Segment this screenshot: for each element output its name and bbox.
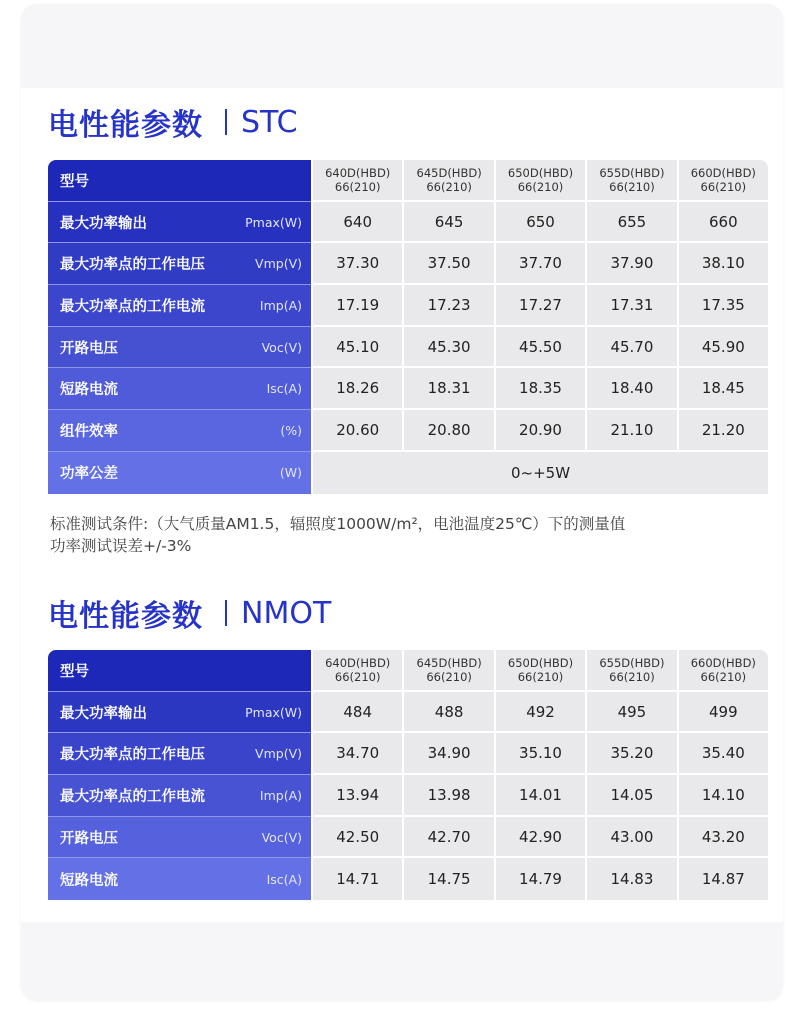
tolerance-label-cell [48, 452, 311, 494]
spec-value: 18.26 [313, 368, 402, 410]
spec-label-cell [48, 858, 311, 900]
model-name-line: 640D(HBD) [325, 655, 391, 670]
spec-value: 18.40 [587, 368, 676, 410]
spec-value: 35.20 [587, 733, 676, 775]
model-cell-size-line: 66(210) [700, 669, 747, 684]
spec-unit: Voc(V) [261, 339, 302, 355]
model-name-line: 655D(HBD) [599, 165, 665, 180]
spec-name: 最大功率点的工作电压 [60, 257, 205, 274]
spec-value: 37.30 [313, 243, 402, 285]
spec-value: 45.50 [496, 327, 585, 369]
model-cell-size-line: 66(210) [517, 179, 564, 194]
spec-value: 45.70 [587, 327, 676, 369]
spec-value: 18.45 [679, 368, 768, 410]
spec-value: 34.70 [313, 733, 402, 775]
spec-label-cell [48, 327, 311, 369]
spec-value: 42.50 [313, 817, 402, 859]
spec-row [48, 692, 768, 734]
tolerance-value: 0~+5W [313, 452, 768, 494]
spec-unit: Pmax(W) [245, 704, 302, 720]
spec-name: 最大功率点的工作电流 [60, 298, 205, 315]
spec-value: 640 [313, 202, 402, 244]
model-name-line: 660D(HBD) [690, 655, 756, 670]
model-cell [679, 160, 768, 202]
spec-value: 42.90 [496, 817, 585, 859]
spec-value: 17.19 [313, 285, 402, 327]
spec-value: 499 [679, 692, 768, 734]
model-label: 型号 [60, 173, 89, 190]
spec-unit: Isc(A) [266, 381, 302, 397]
spec-value: 21.20 [679, 410, 768, 452]
spec-label-cell [48, 775, 311, 817]
spec-value: 14.71 [313, 858, 402, 900]
spec-label-cell [48, 410, 311, 452]
model-name-line: 660D(HBD) [690, 165, 756, 180]
spec-label-cell [48, 243, 311, 285]
spec-value: 650 [496, 202, 585, 244]
spec-value: 17.27 [496, 285, 585, 327]
stc-heading [48, 102, 298, 142]
spec-row [48, 285, 768, 327]
spec-value: 42.70 [404, 817, 493, 859]
spec-name: 最大功率输出 [60, 705, 147, 722]
spec-label-cell [48, 733, 311, 775]
model-label: 型号 [60, 663, 89, 680]
tolerance-row [48, 452, 768, 494]
spec-value: 492 [496, 692, 585, 734]
spec-value: 14.10 [679, 775, 768, 817]
spec-unit: Vmp(V) [255, 256, 302, 272]
spec-unit: Imp(A) [259, 297, 302, 313]
spec-unit: Imp(A) [259, 787, 302, 803]
card-header-band [21, 4, 783, 88]
test-conditions-line: 标准测试条件:（大气质量AM1.5，辐照度1000W/m²，电池温度25℃）下的测量值 [50, 515, 626, 533]
spec-value: 14.01 [496, 775, 585, 817]
spec-value: 20.60 [313, 410, 402, 452]
test-conditions-note [50, 513, 625, 557]
stc-title: 电性能参数 [48, 108, 203, 143]
model-name-line: 650D(HBD) [507, 655, 574, 670]
spec-value: 14.05 [587, 775, 676, 817]
spec-label-cell [48, 692, 311, 734]
spec-name: 最大功率点的工作电压 [60, 747, 205, 764]
spec-value: 37.50 [404, 243, 493, 285]
spec-value: 14.75 [404, 858, 493, 900]
spec-label-cell [48, 202, 311, 244]
model-label-cell [48, 650, 311, 692]
spec-value: 13.98 [404, 775, 493, 817]
spec-unit: Pmax(W) [245, 214, 302, 230]
measurement-error-line: 功率测试误差+/-3% [50, 537, 192, 555]
spec-unit: Vmp(V) [255, 746, 302, 762]
model-cell-size-line: 66(210) [609, 179, 655, 194]
spec-value: 660 [679, 202, 768, 244]
spec-value: 13.94 [313, 775, 402, 817]
model-name-line: 650D(HBD) [507, 165, 574, 180]
model-name-line: 640D(HBD) [325, 165, 391, 180]
model-cell [679, 650, 768, 692]
spec-name: 组件效率 [60, 423, 118, 440]
model-cell-size-line: 66(210) [609, 669, 655, 684]
model-name-line: 645D(HBD) [416, 655, 482, 670]
model-cell-size-line: 66(210) [426, 179, 472, 194]
spec-value: 18.31 [404, 368, 493, 410]
spec-value: 43.00 [587, 817, 676, 859]
model-name-line: 645D(HBD) [416, 165, 482, 180]
spec-value: 17.23 [404, 285, 493, 327]
spec-value: 495 [587, 692, 676, 734]
spec-value: 37.90 [587, 243, 676, 285]
spec-value: 34.90 [404, 733, 493, 775]
model-cell-size-line: 66(210) [334, 669, 381, 684]
spec-value: 484 [313, 692, 402, 734]
spec-name: 最大功率输出 [60, 215, 147, 232]
nmot-heading [48, 593, 331, 633]
spec-value: 17.35 [679, 285, 768, 327]
spec-name: 开路电压 [60, 340, 118, 357]
model-name-line: 655D(HBD) [599, 655, 665, 670]
model-label-cell [48, 160, 311, 202]
spec-value: 655 [587, 202, 676, 244]
spec-value: 20.90 [496, 410, 585, 452]
model-cell [587, 650, 676, 692]
model-cell [496, 160, 585, 202]
spec-row [48, 858, 768, 900]
spec-value: 21.10 [587, 410, 676, 452]
spec-value: 45.10 [313, 327, 402, 369]
spec-value: 35.40 [679, 733, 768, 775]
spec-value: 14.83 [587, 858, 676, 900]
spec-row [48, 410, 768, 452]
spec-value: 45.90 [679, 327, 768, 369]
spec-value: 14.79 [496, 858, 585, 900]
model-cell [404, 650, 493, 692]
spec-name: 开路电压 [60, 830, 118, 847]
nmot-spec-table [48, 650, 768, 900]
card-footer-band [21, 922, 783, 1000]
spec-value: 18.35 [496, 368, 585, 410]
spec-label-cell [48, 285, 311, 327]
spec-value: 17.31 [587, 285, 676, 327]
spec-unit: (%) [280, 422, 302, 438]
spec-row [48, 327, 768, 369]
spec-row [48, 733, 768, 775]
model-cell [313, 650, 402, 692]
spec-name: 短路电流 [60, 382, 118, 399]
tolerance-name: 功率公差 [60, 466, 118, 483]
spec-value: 37.70 [496, 243, 585, 285]
spec-name: 最大功率点的工作电流 [60, 788, 205, 805]
model-cell [313, 160, 402, 202]
spec-label-cell [48, 817, 311, 859]
stc-spec-table [48, 160, 768, 494]
spec-value: 645 [404, 202, 493, 244]
heading-divider [225, 109, 227, 135]
spec-value: 45.30 [404, 327, 493, 369]
spec-unit: Isc(A) [266, 871, 302, 887]
stc-subtitle: STC [241, 104, 298, 140]
model-cell-size-line: 66(210) [334, 179, 381, 194]
spec-value: 43.20 [679, 817, 768, 859]
heading-divider [225, 600, 227, 626]
spec-row [48, 817, 768, 859]
model-cell [496, 650, 585, 692]
model-cell-size-line: 66(210) [426, 669, 472, 684]
nmot-subtitle: NMOT [241, 595, 332, 631]
spec-value: 20.80 [404, 410, 493, 452]
spec-label-cell [48, 368, 311, 410]
spec-unit: Voc(V) [261, 829, 302, 845]
spec-value: 35.10 [496, 733, 585, 775]
model-cell-size-line: 66(210) [517, 669, 564, 684]
nmot-title: 电性能参数 [48, 599, 203, 634]
spec-row [48, 368, 768, 410]
model-cell-size-line: 66(210) [700, 179, 747, 194]
spec-row [48, 243, 768, 285]
model-cell [404, 160, 493, 202]
spec-row [48, 775, 768, 817]
spec-name: 短路电流 [60, 872, 118, 889]
spec-value: 38.10 [679, 243, 768, 285]
model-header-row [48, 160, 768, 202]
spec-row [48, 202, 768, 244]
spec-value: 488 [404, 692, 493, 734]
model-cell [587, 160, 676, 202]
model-header-row [48, 650, 768, 692]
tolerance-unit: (W) [279, 465, 302, 481]
spec-value: 14.87 [679, 858, 768, 900]
